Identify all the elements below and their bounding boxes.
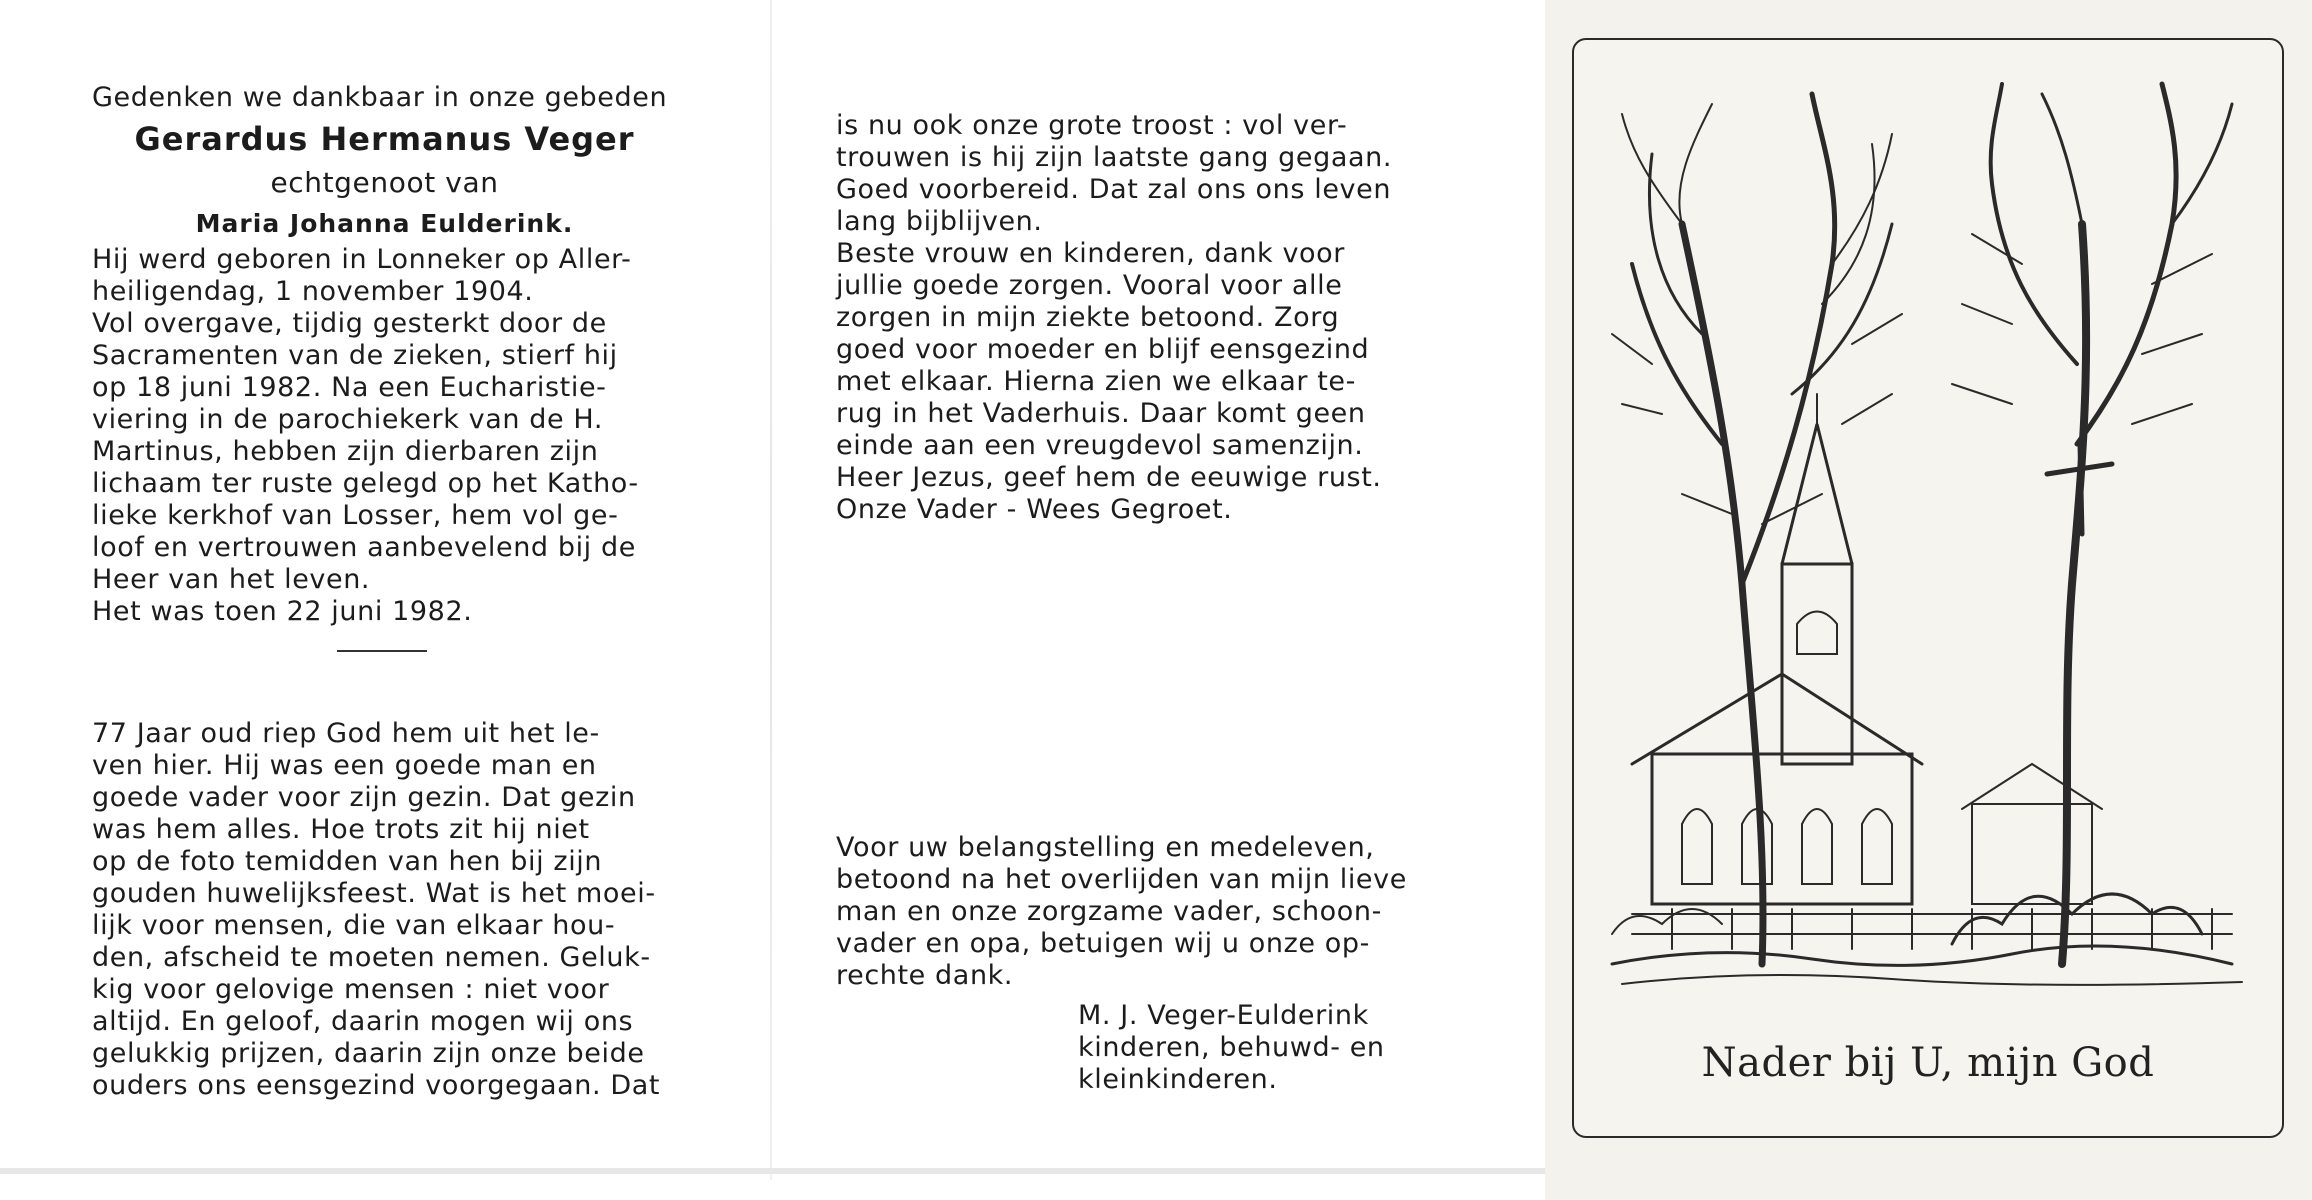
reflection-line: goede vader voor zijn gezin. Dat gezin	[92, 782, 636, 813]
continuation-line: lang bijblijven.	[836, 206, 1043, 237]
bio-line: Hij werd geboren in Lonneker op Aller-	[92, 244, 632, 275]
reflection-line: op de foto temidden van hen bij zijn	[92, 846, 603, 877]
opening-line: Gedenken we dankbaar in onze gebeden	[92, 82, 668, 113]
reflection-line: gelukkig prijzen, daarin zijn onze beide	[92, 1038, 645, 1069]
card-caption: Nader bij U, mijn God	[1701, 1040, 2155, 1086]
reflection	[92, 718, 677, 1102]
continuation-line: goed voor moeder en blijf eensgezind	[836, 334, 1370, 365]
section-divider	[337, 650, 427, 652]
church-trees-drawing	[1592, 64, 2264, 1034]
reflection-line: ven hier. Hij was een goede man en	[92, 750, 597, 781]
bio-line: Martinus, hebben zijn dierbaren zijn	[92, 436, 599, 467]
continuation-line: rug in het Vaderhuis. Daar komt geen	[836, 398, 1366, 429]
thanks-line: betoond na het overlijden van mijn lieve	[836, 864, 1407, 895]
bio-line: lieke kerkhof van Losser, hem vol ge-	[92, 500, 619, 531]
continuation-line: einde aan een vreugdevol samenzijn.	[836, 430, 1364, 461]
continuation-text	[836, 110, 1416, 526]
thanks-line: man en onze zorgzame vader, schoon-	[836, 896, 1382, 927]
continuation-line: Heer Jezus, geef hem de eeuwige rust.	[836, 462, 1382, 493]
reflection-line: kig voor gelovige mensen : niet voor	[92, 974, 610, 1005]
continuation-line: is nu ook onze grote troost : vol ver-	[836, 110, 1348, 141]
continuation-line: met elkaar. Hierna zien we elkaar te-	[836, 366, 1356, 397]
reflection-line: ouders ons eensgezind voorgegaan. Dat	[92, 1070, 661, 1101]
thanks-line: vader en opa, betuigen wij u onze op-	[836, 928, 1370, 959]
continuation-line: Goed voorbereid. Dat zal ons ons leven	[836, 174, 1392, 205]
reflection-line: 77 Jaar oud riep God hem uit het le-	[92, 718, 600, 749]
biography	[92, 244, 677, 628]
left-text-column	[92, 80, 677, 1102]
bio-line: Heer van het leven.	[92, 564, 371, 595]
continuation-line: Onze Vader - Wees Gegroet.	[836, 494, 1233, 525]
thanks-line: Voor uw belangstelling en medeleven,	[836, 832, 1375, 863]
page-fold	[770, 0, 772, 1180]
signature-line: M. J. Veger-Eulderink	[1078, 1000, 1369, 1031]
reflection-line: altijd. En geloof, daarin mogen wij ons	[92, 1006, 634, 1037]
signature-line: kleinkinderen.	[1078, 1064, 1278, 1095]
reflection-line: was hem alles. Hoe trots zit hij niet	[92, 814, 590, 845]
reflection-line: den, afscheid te moeten nemen. Geluk-	[92, 942, 651, 973]
thanks-line: rechte dank.	[836, 960, 1014, 991]
continuation-line: zorgen in mijn ziekte betoond. Zorg	[836, 302, 1340, 333]
bio-line: heiligendag, 1 november 1904.	[92, 276, 534, 307]
bio-line: Vol overgave, tijdig gesterkt door de	[92, 308, 607, 339]
reflection-line: gouden huwelijksfeest. Wat is het moei-	[92, 878, 656, 909]
continuation-line: jullie goede zorgen. Vooral voor alle	[836, 270, 1343, 301]
page-bottom-edge	[0, 1168, 1545, 1174]
bio-line: loof en vertrouwen aanbevelend bij de	[92, 532, 636, 563]
bio-line: viering in de parochiekerk van de H.	[92, 404, 604, 435]
continuation-line: Beste vrouw en kinderen, dank voor	[836, 238, 1345, 269]
bio-line: lichaam ter ruste gelegd op het Katho-	[92, 468, 639, 499]
signature-block	[1078, 1000, 1408, 1096]
memorial-card	[1572, 38, 2284, 1138]
spouse-name: Maria Johanna Eulderink.	[195, 209, 574, 238]
bio-line: Het was toen 22 juni 1982.	[92, 596, 473, 627]
reflection-line: lijk voor mensen, die van elkaar hou-	[92, 910, 616, 941]
thanks-text	[836, 832, 1416, 992]
bio-line: Sacramenten van de zieken, stierf hij	[92, 340, 618, 371]
signature-line: kinderen, behuwd- en	[1078, 1032, 1385, 1063]
bio-line: op 18 juni 1982. Na een Eucharistie-	[92, 372, 607, 403]
spouse-prefix: echtgenoot van	[270, 166, 499, 199]
continuation-line: trouwen is hij zijn laatste gang gegaan.	[836, 142, 1393, 173]
deceased-name: Gerardus Hermanus Veger	[134, 120, 635, 158]
